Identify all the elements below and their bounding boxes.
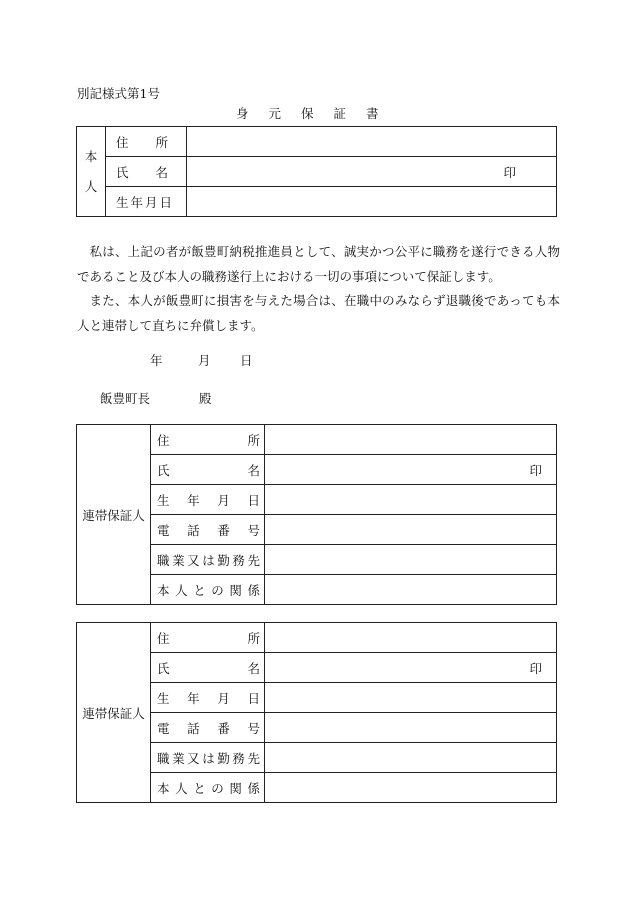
- day-label: 日: [239, 353, 253, 368]
- field-label-text: 生 年 月 日: [157, 690, 260, 706]
- field-label-text: 住 所: [116, 134, 168, 150]
- guarantor-address-field[interactable]: [265, 425, 557, 455]
- date-line[interactable]: [150, 351, 252, 369]
- guarantor-birthdate-label: [151, 485, 265, 515]
- principal-label-char: 人: [84, 178, 98, 194]
- guarantor-phone-field[interactable]: [265, 515, 557, 545]
- guarantor-name-label: [151, 455, 265, 485]
- field-label-text: 氏 名: [157, 462, 260, 478]
- guarantor-name-label: [151, 653, 265, 683]
- field-label-text: 生 年 月 日: [116, 194, 172, 210]
- principal-birthdate-label: [106, 187, 187, 217]
- guarantor-role-label: 連帯保証人: [77, 623, 151, 803]
- guarantor-phone-label: [151, 515, 265, 545]
- guarantor-table: [76, 622, 557, 803]
- principal-birthdate-field[interactable]: [187, 187, 557, 217]
- guarantor-phone-field[interactable]: [265, 713, 557, 743]
- principal-address-field[interactable]: [187, 127, 557, 157]
- field-label-text: 本 人 と の 関 係: [157, 582, 260, 598]
- form-number: 別記様式第1号: [77, 86, 160, 101]
- principal-label: [77, 127, 106, 217]
- year-label: 年: [150, 353, 163, 368]
- field-label-text: 職 業 又 は 勤 務 先: [157, 750, 260, 766]
- principal-name-field[interactable]: [187, 157, 557, 187]
- field-label-text: 生 年 月 日: [157, 492, 260, 508]
- principal-table: [76, 126, 557, 217]
- guarantor-birthdate-field[interactable]: [265, 485, 557, 515]
- field-label-text: 氏 名: [157, 660, 260, 676]
- field-label-text: 電 話 番 号: [157, 720, 260, 736]
- principal-seal-mark: 印: [503, 164, 516, 180]
- field-label-text: 住 所: [157, 432, 260, 448]
- guarantor-seal-mark: 印: [529, 462, 542, 478]
- principal-name-label: [106, 157, 187, 187]
- guarantor-occupation-label: [151, 545, 265, 575]
- addressee-name: 飯豊町長: [100, 391, 151, 406]
- month-label: 月: [197, 353, 211, 368]
- principal-address-label: [106, 127, 187, 157]
- field-label-text: 電 話 番 号: [157, 522, 260, 538]
- guarantor-occupation-label: [151, 743, 265, 773]
- guarantor-birthdate-label: [151, 683, 265, 713]
- document-title: 身元保証書: [236, 106, 399, 121]
- addressee-honorific: 殿: [198, 391, 212, 406]
- guarantor-birthdate-field[interactable]: [265, 683, 557, 713]
- guarantor-occupation-field[interactable]: [265, 743, 557, 773]
- field-label-text: 職 業 又 は 勤 務 先: [157, 552, 260, 568]
- principal-label-char: 本: [84, 148, 98, 164]
- guarantor-address-label: [151, 425, 265, 455]
- guarantee-statement: [77, 240, 560, 338]
- guarantor-table: [76, 424, 557, 605]
- guarantor-name-field[interactable]: [265, 455, 557, 485]
- guarantor-occupation-field[interactable]: [265, 545, 557, 575]
- guarantor-relationship-field[interactable]: [265, 773, 557, 803]
- guarantor-address-field[interactable]: [265, 623, 557, 653]
- statement-paragraph: 私は、上記の者が飯豊町納税推進員として、誠実かつ公平に職務を遂行できる人物であること及び本人の職務遂行上における一切の事項について保証します。: [77, 244, 560, 284]
- guarantor-relationship-field[interactable]: [265, 575, 557, 605]
- guarantor-seal-mark: 印: [529, 660, 542, 676]
- guarantor-role-label: 連帯保証人: [77, 425, 151, 605]
- guarantor-relationship-label: [151, 773, 265, 803]
- addressee: [100, 389, 212, 407]
- guarantor-name-field[interactable]: [265, 653, 557, 683]
- field-label-text: 氏 名: [116, 164, 168, 180]
- guarantor-address-label: [151, 623, 265, 653]
- guarantor-phone-label: [151, 713, 265, 743]
- statement-paragraph: また、本人が飯豊町に損害を与えた場合は、在職中のみならず退職後であっても本人と連帯して直ちに弁償します。: [77, 293, 560, 333]
- field-label-text: 住 所: [157, 630, 260, 646]
- field-label-text: 本 人 と の 関 係: [157, 780, 260, 796]
- guarantor-relationship-label: [151, 575, 265, 605]
